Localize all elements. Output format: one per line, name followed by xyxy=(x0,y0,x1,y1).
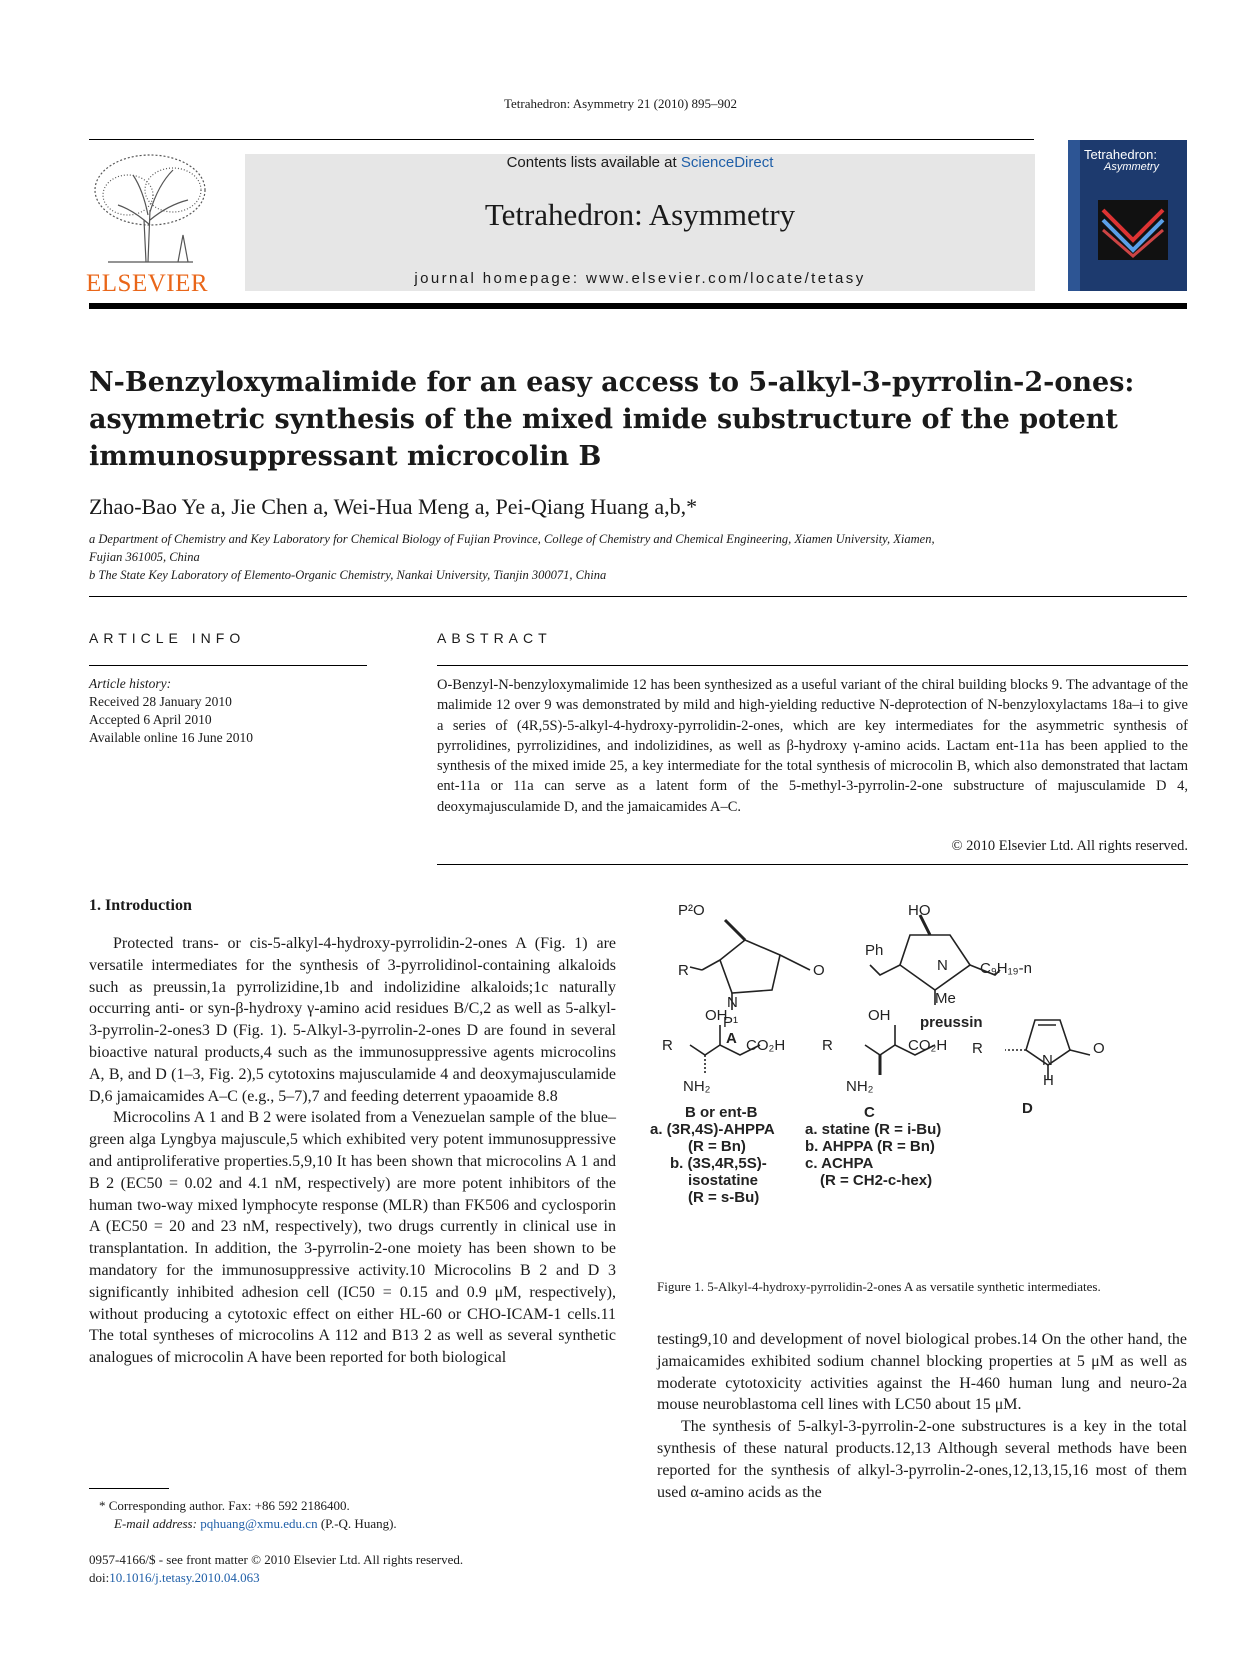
affiliation-a: a Department of Chemistry and Key Laboratory for Chemical Biology of Fujian Province, College of Chemistry and Chemical Engineering, Xiamen University, Xiamen, Fujian 361005, China xyxy=(89,532,935,564)
label-d: D xyxy=(1022,1100,1033,1117)
label-a: A xyxy=(726,1030,737,1047)
svg-text:O: O xyxy=(813,962,825,979)
svg-text:Ph: Ph xyxy=(865,942,884,959)
label-c-c-r: (R = CH2-c-hex) xyxy=(820,1172,933,1189)
label-b: B or ent-B xyxy=(685,1104,758,1121)
label-b-b-r: (R = s-Bu) xyxy=(688,1189,760,1206)
journal-title: Tetrahedron: Asymmetry xyxy=(484,197,796,232)
section-heading-introduction: 1. Introduction xyxy=(89,897,192,914)
abstract-heading: ABSTRACT xyxy=(437,630,552,646)
svg-text:P¹: P¹ xyxy=(723,1014,738,1031)
email-note: E-mail address: pqhuang@xmu.edu.cn (P.-Q. Huang). xyxy=(114,1516,397,1531)
issn-line: 0957-4166/$ - see front matter © 2010 Elsevier Ltd. All rights reserved. xyxy=(89,1552,464,1567)
footnote-rule xyxy=(89,1488,169,1489)
svg-text:OH: OH xyxy=(868,1007,891,1024)
svg-text:N: N xyxy=(937,957,948,974)
intro-left-column xyxy=(89,933,616,1369)
cover-stripe xyxy=(1068,140,1080,291)
author-email-link[interactable]: pqhuang@xmu.edu.cn xyxy=(200,1516,318,1531)
intro-paragraph-4: The synthesis of 5-alkyl-3-pyrrolin-2-one substructures is a key in the total synthesis of these natural products.12,13 Although several methods have been reported for the synthesis of alkyl-3-pyrrolin-2-ones,12,13,15,16 most of them used α-amino acids as the xyxy=(657,1418,1187,1501)
figure-1-structures xyxy=(650,895,1190,1267)
svg-text:CO₂H: CO₂H xyxy=(746,1037,786,1054)
svg-text:R: R xyxy=(822,1037,833,1054)
affiliation-rule xyxy=(89,596,1187,597)
journal-cover-thumbnail[interactable] xyxy=(1068,140,1187,291)
article-info-heading: ARTICLE INFO xyxy=(89,630,246,646)
corresponding-author-note: * Corresponding author. Fax: +86 592 2186400. xyxy=(99,1498,350,1513)
journal-citation: Tetrahedron: Asymmetry 21 (2010) 895–902 xyxy=(503,96,738,111)
svg-text:CO₂H: CO₂H xyxy=(908,1037,948,1054)
svg-text:NH₂: NH₂ xyxy=(846,1078,874,1095)
doi-line: doi:10.1016/j.tetasy.2010.04.063 xyxy=(89,1570,260,1585)
svg-text:N: N xyxy=(727,994,738,1011)
svg-text:O: O xyxy=(1093,1040,1105,1057)
svg-text:NH₂: NH₂ xyxy=(683,1078,711,1095)
label-b-b: b. (3S,4R,5S)- xyxy=(670,1155,767,1172)
cover-title: Tetrahedron: Asymmetry xyxy=(1084,147,1159,173)
label-c-c: c. ACHPA xyxy=(805,1155,874,1172)
svg-text:N: N xyxy=(1042,1052,1053,1069)
label-b-b2: isostatine xyxy=(688,1172,759,1189)
svg-text:HO: HO xyxy=(908,902,931,919)
elsevier-wordmark[interactable]: ELSEVIER xyxy=(86,270,209,297)
intro-paragraph-3: testing9,10 and development of novel biological probes.14 On the other hand, the jamaicamides exhibited sodium channel blocking properties at 5 μM as well as moderate cytotoxicity activities against the H-460 human lung and neuro-2a mouse neuroblastoma cell lines with LC50 about 15 μM. xyxy=(657,1331,1187,1414)
contents-line: Contents lists available at ScienceDirect xyxy=(506,154,774,171)
label-b-a: a. (3R,4S)-AHPPA xyxy=(650,1121,775,1138)
figure-1-atom-labels xyxy=(662,902,1105,1095)
label-preussin: preussin xyxy=(920,1014,983,1031)
sciencedirect-link[interactable]: ScienceDirect xyxy=(680,154,774,171)
svg-text:H: H xyxy=(1043,1072,1054,1089)
header-thick-rule xyxy=(89,303,1187,309)
author-list: Zhao-Bao Ye a, Jie Chen a, Wei-Hua Meng a, Pei-Qiang Huang a,b,* xyxy=(89,494,698,519)
affiliation-b: b The State Key Laboratory of Elemento-Organic Chemistry, Nankai University, Tianjin 300071, China xyxy=(89,568,607,582)
structure-a-ring xyxy=(720,940,780,993)
article-title: N-Benzyloxymalimide for an easy access to 5-alkyl-3-pyrrolin-2-ones: asymmetric synthesis of the mixed imide substructure of the potent immunosuppressant microcolin B xyxy=(89,367,1135,472)
abstract-bottom-rule xyxy=(437,864,1188,865)
label-c-b: b. AHPPA (R = Bn) xyxy=(805,1138,935,1155)
intro-right-column xyxy=(657,1329,1187,1503)
label-c-a: a. statine (R = i-Bu) xyxy=(805,1121,942,1138)
header-top-rule xyxy=(89,139,1034,140)
figure-1-caption: Figure 1. 5-Alkyl-4-hydroxy-pyrrolidin-2-ones A as versatile synthetic intermediates. xyxy=(657,1279,1101,1294)
article-info-rule xyxy=(89,665,367,666)
preussin-ring xyxy=(900,935,970,990)
label-c: C xyxy=(864,1104,875,1121)
doi-link[interactable]: 10.1016/j.tetasy.2010.04.063 xyxy=(109,1570,260,1585)
article-history: Article history: Received 28 January 2010 Accepted 6 April 2010 Available online 16 June 2010 xyxy=(89,676,253,745)
label-b-a-r: (R = Bn) xyxy=(688,1138,746,1155)
svg-text:OH: OH xyxy=(705,1007,728,1024)
intro-paragraph-2: Microcolins A 1 and B 2 were isolated from a Venezuelan sample of the blue–green alga Lyngbya majuscule,5 which exhibited very potent immunosuppressive and antiproliferative properties.5,9,10 It has been shown that microcolins A 1 and B 2 (EC50 = 0.02 and 4.1 nM, respectively) are more potent inhibitors of the human two-way mixed lymphocyte response (MLR) than FK506 and cyclosporin A (EC50 = 20 and 23 nM, respectively), two drugs currently in clinical use in transplantation. In addition, the 3-pyrrolin-2-one moiety has been shown to be mandatory for the immunosuppressive activity.10 Microcolins B 2 and D 3 significantly inhibited adhesion cell (IC50 = 0.15 and 0.9 μM, respectively), without producing a cytotoxic effect on either HL-60 or CHO-ICAM-1 cells.11 The total syntheses of microcolins A 112 and B13 2 as well as several synthetic analogues of microcolin A have been reported for both biological xyxy=(89,1109,616,1367)
svg-text:P²O: P²O xyxy=(678,902,705,919)
elsevier-tree-logo-icon xyxy=(88,150,213,265)
abstract-rule xyxy=(437,665,1188,666)
svg-text:C₉H₁₉-n: C₉H₁₉-n xyxy=(980,960,1032,977)
svg-text:Me: Me xyxy=(935,990,956,1007)
svg-text:R: R xyxy=(662,1037,673,1054)
cover-artwork-icon xyxy=(1098,200,1168,260)
abstract-copyright: © 2010 Elsevier Ltd. All rights reserved. xyxy=(951,838,1188,854)
intro-paragraph-1: Protected trans- or cis-5-alkyl-4-hydroxy-pyrrolidin-2-ones A (Fig. 1) are versatile intermediates for the synthesis of 3-pyrrolidinol-containing alkaloids such as preussin,1a pyrrolizidine,1b and indolizidine alkaloids;1c naturally occurring anti- or syn-β-hydroxy γ-amino acid residues B/C,2 as well as 5-alkyl-3-pyrrolin-2-ones3 D (Fig. 1). 5-Alkyl-3-pyrrolin-2-ones D are found in several bioactive natural products,4 such as the immunosuppressive agents microcolins A, B, and D (1–3, Fig. 2),5 cytotoxins majusculamide 4 and deoxymajusculamide D,6 jamaicamides A–C (e.g., 5–7),7 and feeding deterrent ypaoamide 8.8 xyxy=(89,935,616,1105)
svg-text:R: R xyxy=(972,1040,983,1057)
abstract-text: O-Benzyl-N-benzyloxymalimide 12 has been synthesized as a useful variant of the chiral building blocks 9. The advantage of the malimide 12 over 9 was demonstrated by mild and high-yielding reductive N-deprotection of N-benzyloxylactams 18a–i to give a series of (4R,5S)-5-alkyl-4-hydroxy-pyrrolidin-2-ones, which are key intermediates for the asymmetric synthesis of pyrrolidines, pyrrolizidines, and indolizidines, as well as β-hydroxy γ-amino acids. Lactam ent-11a has been applied to the synthesis of the mixed imide 25, a key intermediate for the total synthesis of microcolin B, which also demonstrated that lactam ent-11a or 11a can serve as a latent form of the 5-methyl-3-pyrrolin-2-one substructure of majusculamide D 4, deoxymajusculamide D, and the jamaicamides A–C. xyxy=(437,677,1188,815)
svg-text:R: R xyxy=(678,962,689,979)
journal-homepage[interactable]: journal homepage: www.elsevier.com/locate/tetasy xyxy=(414,270,866,287)
